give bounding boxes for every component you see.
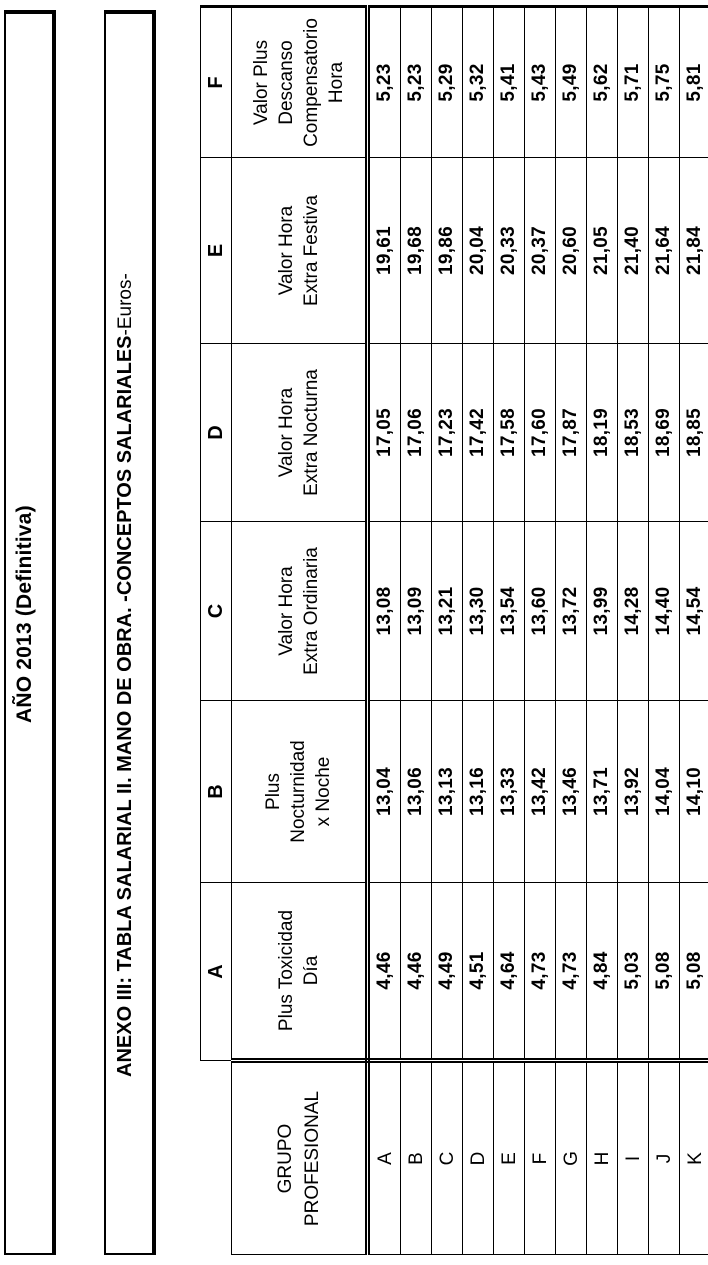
value-cell: 20,33 bbox=[494, 158, 525, 344]
column-letter: F bbox=[201, 7, 232, 158]
value-cell: 19,68 bbox=[401, 158, 432, 344]
annex-title-suffix: -Euros- bbox=[115, 273, 136, 336]
group-letter-cell: K bbox=[680, 1061, 708, 1255]
group-letter-cell: G bbox=[556, 1061, 587, 1255]
value-cell: 5,23 bbox=[368, 7, 401, 158]
value-cell: 17,87 bbox=[556, 344, 587, 522]
value-cell: 13,08 bbox=[368, 522, 401, 701]
value-cell: 21,05 bbox=[587, 158, 618, 344]
column-header-row bbox=[232, 7, 368, 1255]
table-row bbox=[587, 7, 618, 1255]
group-letter-cell: B bbox=[401, 1061, 432, 1255]
value-cell: 13,04 bbox=[368, 701, 401, 883]
table-row bbox=[556, 7, 587, 1255]
group-letter-cell: F bbox=[525, 1061, 556, 1255]
table-row bbox=[463, 7, 494, 1255]
value-cell: 20,60 bbox=[556, 158, 587, 344]
column-header-cell bbox=[232, 7, 368, 158]
table-row bbox=[432, 7, 463, 1255]
group-letter-cell: D bbox=[463, 1061, 494, 1255]
value-cell: 14,54 bbox=[680, 522, 708, 701]
year-title: AÑO 2013 (Definitiva) bbox=[13, 505, 36, 723]
value-cell: 4,64 bbox=[494, 883, 525, 1061]
header-line: Descanso bbox=[275, 40, 297, 125]
header-line: Valor Plus bbox=[250, 39, 272, 126]
value-cell: 5,81 bbox=[680, 7, 708, 158]
header-line: Valor Hora bbox=[275, 566, 297, 656]
value-cell: 21,40 bbox=[618, 158, 649, 344]
column-letter: B bbox=[201, 701, 232, 883]
value-cell: 4,73 bbox=[525, 883, 556, 1061]
value-cell: 5,49 bbox=[556, 7, 587, 158]
value-cell: 13,33 bbox=[494, 701, 525, 883]
table-row bbox=[368, 7, 401, 1255]
value-cell: 18,69 bbox=[649, 344, 680, 522]
header-line: Valor Hora bbox=[275, 205, 297, 296]
value-cell: 14,10 bbox=[680, 701, 708, 883]
value-cell: 17,23 bbox=[432, 344, 463, 522]
value-cell: 13,09 bbox=[401, 522, 432, 701]
value-cell: 20,04 bbox=[463, 158, 494, 344]
column-header-cell bbox=[232, 701, 368, 883]
header-line: Extra Ordinaria bbox=[300, 547, 322, 675]
value-cell: 21,64 bbox=[649, 158, 680, 344]
value-cell: 5,08 bbox=[649, 883, 680, 1061]
value-cell: 13,92 bbox=[618, 701, 649, 883]
value-cell: 13,46 bbox=[556, 701, 587, 883]
value-cell: 13,13 bbox=[432, 701, 463, 883]
group-letter-cell: E bbox=[494, 1061, 525, 1255]
header-line: x Noche bbox=[313, 756, 334, 827]
value-cell: 14,40 bbox=[649, 522, 680, 701]
salary-table bbox=[200, 5, 708, 1255]
header-line: Día bbox=[300, 955, 322, 986]
value-cell: 13,72 bbox=[556, 522, 587, 701]
value-cell: 13,60 bbox=[525, 522, 556, 701]
header-line: Extra Festiva bbox=[300, 195, 322, 306]
value-cell: 13,21 bbox=[432, 522, 463, 701]
value-cell: 5,75 bbox=[649, 7, 680, 158]
column-letter-row bbox=[201, 7, 232, 1255]
value-cell: 4,46 bbox=[401, 883, 432, 1061]
value-cell: 21,84 bbox=[680, 158, 708, 344]
value-cell: 5,62 bbox=[587, 7, 618, 158]
value-cell: 17,42 bbox=[463, 344, 494, 522]
value-cell: 5,32 bbox=[463, 7, 494, 158]
value-cell: 4,46 bbox=[368, 883, 401, 1061]
value-cell: 19,86 bbox=[432, 158, 463, 344]
table-row bbox=[525, 7, 556, 1255]
column-header-cell bbox=[232, 883, 368, 1061]
value-cell: 5,29 bbox=[432, 7, 463, 158]
value-cell: 13,16 bbox=[463, 701, 494, 883]
column-letter: E bbox=[201, 158, 232, 344]
table-row bbox=[649, 7, 680, 1255]
group-letter-cell: I bbox=[618, 1061, 649, 1255]
value-cell: 14,04 bbox=[649, 701, 680, 883]
column-header-cell bbox=[232, 158, 368, 344]
header-line: Hora bbox=[325, 61, 347, 104]
column-letter: C bbox=[201, 522, 232, 701]
value-cell: 13,71 bbox=[587, 701, 618, 883]
value-cell: 5,71 bbox=[618, 7, 649, 158]
column-letter: D bbox=[201, 344, 232, 522]
header-line: Plus Toxicidad bbox=[275, 909, 297, 1032]
value-cell: 4,84 bbox=[587, 883, 618, 1061]
column-header-cell bbox=[232, 522, 368, 701]
value-cell: 13,99 bbox=[587, 522, 618, 701]
value-cell: 17,05 bbox=[368, 344, 401, 522]
group-header-line: PROFESIONAL bbox=[301, 1090, 323, 1227]
group-header-cell bbox=[232, 1061, 368, 1255]
table-row bbox=[618, 7, 649, 1255]
value-cell: 20,37 bbox=[525, 158, 556, 344]
group-letter-cell: H bbox=[587, 1061, 618, 1255]
value-cell: 13,30 bbox=[463, 522, 494, 701]
value-cell: 13,42 bbox=[525, 701, 556, 883]
value-cell: 13,54 bbox=[494, 522, 525, 701]
value-cell: 18,53 bbox=[618, 344, 649, 522]
value-cell: 5,41 bbox=[494, 7, 525, 158]
table-row bbox=[680, 7, 708, 1255]
value-cell: 19,61 bbox=[368, 158, 401, 344]
value-cell: 5,03 bbox=[618, 883, 649, 1061]
value-cell: 4,73 bbox=[556, 883, 587, 1061]
value-cell: 5,43 bbox=[525, 7, 556, 158]
header-line: Compensatorio bbox=[300, 18, 322, 147]
group-letter-cell: A bbox=[368, 1061, 401, 1255]
small-underscore-mark bbox=[152, 1075, 154, 1082]
value-cell: 5,23 bbox=[401, 7, 432, 158]
value-cell: 4,49 bbox=[432, 883, 463, 1061]
table-row bbox=[494, 7, 525, 1255]
value-cell: 14,28 bbox=[618, 522, 649, 701]
table-row bbox=[401, 7, 432, 1255]
corner-cell bbox=[201, 1061, 232, 1255]
annex-title-main: ANEXO III: TABLA SALARIAL II. MANO DE OBRA. -CONCEPTOS SALARIALES bbox=[114, 335, 136, 1077]
value-cell: 17,06 bbox=[401, 344, 432, 522]
header-line: Valor Hora bbox=[275, 387, 297, 478]
value-cell: 17,60 bbox=[525, 344, 556, 522]
header-line: Extra Nocturna bbox=[300, 369, 322, 496]
salary-table-container bbox=[200, 7, 706, 1255]
column-header-cell bbox=[232, 344, 368, 522]
value-cell: 18,85 bbox=[680, 344, 708, 522]
header-line: Nocturnidad bbox=[288, 740, 309, 843]
annex-title bbox=[114, 273, 137, 1077]
group-letter-cell: C bbox=[432, 1061, 463, 1255]
header-line: Plus bbox=[263, 773, 284, 810]
column-letter: A bbox=[201, 883, 232, 1061]
group-letter-cell: J bbox=[649, 1061, 680, 1255]
value-cell: 4,51 bbox=[463, 883, 494, 1061]
value-cell: 18,19 bbox=[587, 344, 618, 522]
value-cell: 17,58 bbox=[494, 344, 525, 522]
group-header-line: GRUPO bbox=[274, 1123, 296, 1194]
value-cell: 5,08 bbox=[680, 883, 708, 1061]
value-cell: 13,06 bbox=[401, 701, 432, 883]
